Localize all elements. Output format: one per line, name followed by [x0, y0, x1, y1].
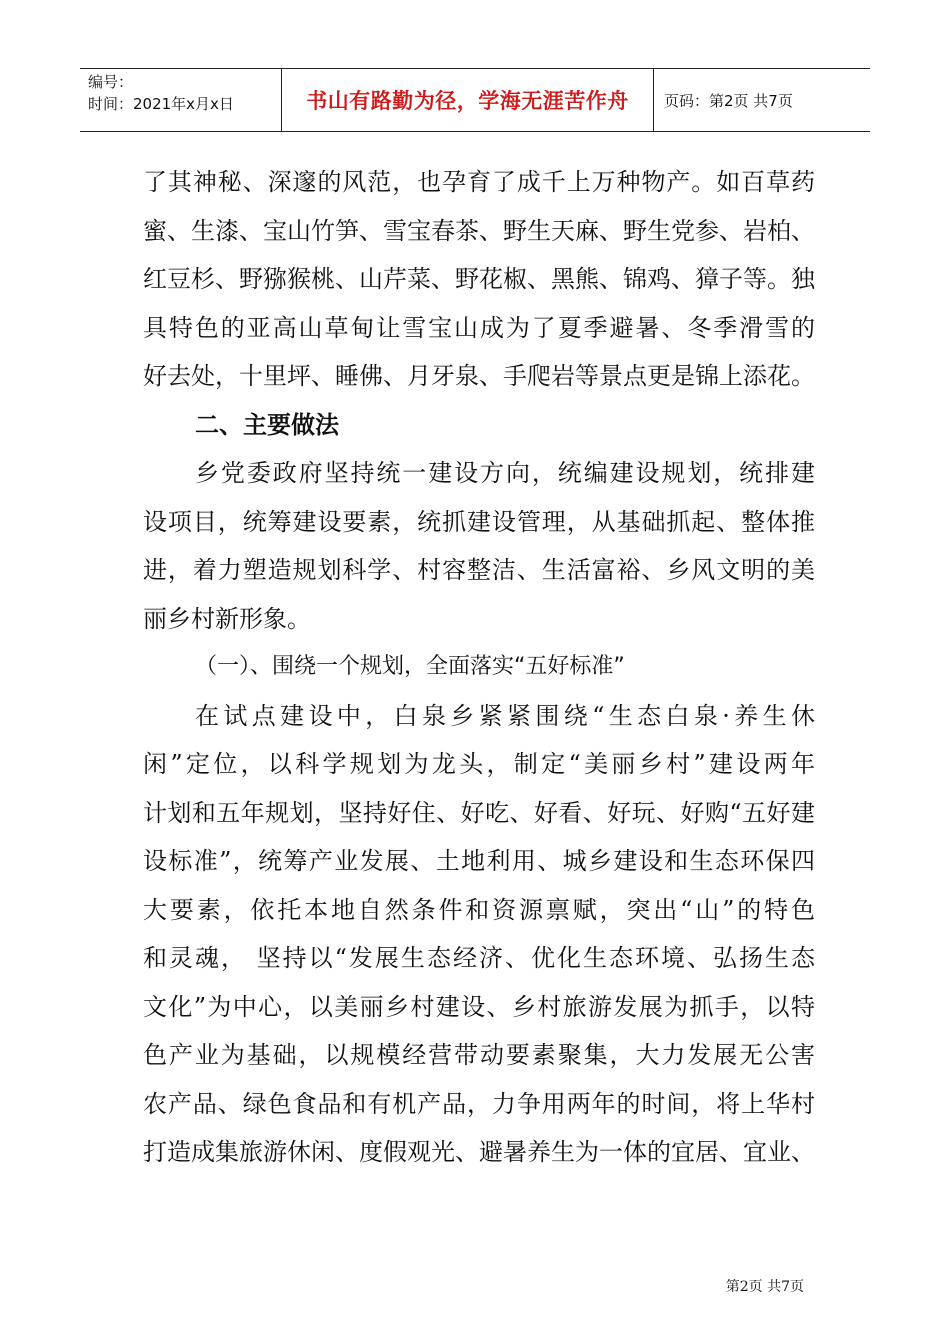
subsection-heading: （一）、围绕一个规划，全面落实“五好标准” — [195, 654, 625, 679]
text-line: 具特色的亚高山草甸让雪宝山成为了夏季避暑、冬季滑雪的 — [143, 313, 815, 342]
header-meta-cell — [80, 69, 282, 131]
text-line: 色产业为基础，以规模经营带动要素聚集，大力发展无公害 — [143, 1041, 815, 1069]
text-line: 和灵魂， 坚持以“发展生态经济、优化生态环境、弘扬生态 — [143, 944, 815, 972]
text-line: 好去处，十里坪、睡佛、月牙泉、手爬岩等景点更是锦上添花。 — [143, 362, 815, 390]
header-motto: 书山有路勤为径，学海无涯苦作舟 — [306, 89, 629, 113]
document-number-label: 编号： — [88, 73, 134, 91]
text-line: 蜜、生漆、宝山竹笋、雪宝春茶、野生天麻、野生党参、岩柏、 — [143, 216, 815, 245]
header-motto-cell — [282, 69, 654, 131]
text-line: 闲”定位，以科学规划为龙头，制定“美丽乡村”建设两年 — [143, 750, 815, 778]
text-line: 了其神秘、深邃的风范，也孕育了成千上万种物产。如百草药 — [143, 168, 815, 196]
text-line: 农产品、绿色食品和有机产品，力争用两年的时间，将上华村 — [143, 1089, 815, 1118]
text-line: 文化”为中心，以美丽乡村建设、乡村旅游发展为抓手，以特 — [143, 992, 815, 1021]
text-line: 大要素，依托本地自然条件和资源禀赋，突出“山”的特色 — [143, 895, 815, 924]
paragraph-last-line: 丽乡村新形象。 — [143, 604, 311, 633]
text-line: 打造成集旅游休闲、度假观光、避暑养生为一体的宜居、宜业、 — [143, 1138, 815, 1166]
paragraph-first-line: 在试点建设中，白泉乡紧紧围绕“生态白泉·养生休 — [195, 701, 815, 730]
page-header — [80, 68, 870, 132]
paragraph-first-line: 乡党委政府坚持统一建设方向，统编建设规划，统排建 — [195, 459, 815, 487]
text-line: 计划和五年规划，坚持好住、好吃、好看、好玩、好购“五好建 — [143, 798, 815, 827]
text-line: 设项目，统筹建设要素，统抓建设管理，从基础抓起、整体推 — [143, 507, 815, 536]
text-line: 进，着力塑造规划科学、村容整洁、生活富裕、乡风文明的美 — [143, 556, 815, 584]
document-date-label: 时间：2021年x月x日 — [88, 95, 234, 113]
text-line: 设标准”，统筹产业发展、土地利用、城乡建设和生态环保四 — [143, 847, 815, 875]
header-page-cell — [654, 69, 870, 131]
header-page-number: 页码：第2页 共7页 — [664, 91, 793, 110]
section-heading: 二、主要做法 — [195, 410, 339, 439]
body-text — [143, 158, 815, 1177]
text-line: 红豆杉、野猕猴桃、山芹菜、野花椒、黑熊、锦鸡、獐子等。独 — [143, 265, 815, 293]
page-footer-number: 第2页 共7页 — [725, 1279, 804, 1295]
